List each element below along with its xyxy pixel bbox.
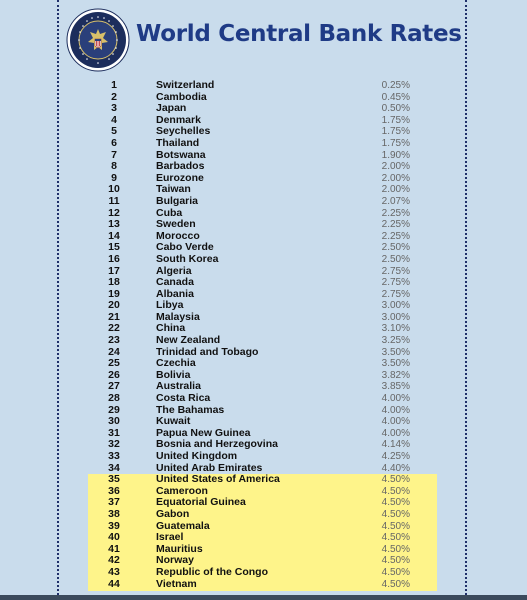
rank-cell: 35	[108, 473, 120, 486]
rank-cell: 10	[108, 183, 120, 196]
country-cell: Seychelles	[156, 125, 211, 138]
country-cell: Morocco	[156, 229, 200, 242]
country-cell: Thailand	[156, 136, 200, 149]
rate-cell: 2.25%	[381, 207, 410, 219]
rate-cell: 3.00%	[381, 311, 410, 323]
table-row	[0, 231, 527, 243]
table-row	[0, 208, 527, 220]
rate-cell: 4.40%	[381, 462, 410, 474]
country-cell: Japan	[156, 102, 187, 115]
table-row	[0, 173, 527, 185]
rate-cell: 2.25%	[381, 219, 410, 231]
country-cell: Costa Rica	[156, 392, 211, 405]
page-title: World Central Bank Rates	[136, 21, 462, 47]
country-cell: Algeria	[156, 264, 192, 277]
rate-cell: 4.50%	[381, 555, 410, 567]
rank-cell: 38	[108, 507, 120, 520]
table-row	[0, 150, 527, 162]
bottom-bar	[0, 595, 527, 600]
country-cell: Cabo Verde	[156, 241, 214, 254]
rate-cell: 2.50%	[381, 242, 410, 254]
table-row	[0, 370, 527, 382]
table-row	[0, 242, 527, 254]
country-cell: Gabon	[156, 507, 190, 520]
table-row	[0, 579, 527, 591]
rank-cell: 34	[108, 461, 120, 474]
country-cell: United States of America	[156, 473, 280, 486]
rate-cell: 2.25%	[381, 230, 410, 242]
rank-cell: 6	[111, 136, 117, 149]
rank-cell: 44	[108, 577, 120, 590]
table-row	[0, 474, 527, 486]
country-cell: Papua New Guinea	[156, 426, 251, 439]
table-row	[0, 416, 527, 428]
country-cell: Bosnia and Herzegovina	[156, 438, 278, 451]
table-row	[0, 405, 527, 417]
country-cell: New Zealand	[156, 334, 221, 347]
table-row	[0, 439, 527, 451]
rank-cell: 43	[108, 565, 120, 578]
rate-cell: 4.50%	[381, 474, 410, 486]
country-cell: Kuwait	[156, 415, 191, 428]
country-cell: Bolivia	[156, 368, 191, 381]
rate-cell: 4.00%	[381, 416, 410, 428]
table-row	[0, 497, 527, 509]
rank-cell: 4	[111, 113, 117, 126]
rank-cell: 32	[108, 438, 120, 451]
country-cell: Botswana	[156, 148, 206, 161]
country-cell: Guatemala	[156, 519, 210, 532]
rate-cell: 3.50%	[381, 346, 410, 358]
rate-cell: 4.50%	[381, 508, 410, 520]
rank-cell: 19	[108, 287, 120, 300]
rank-cell: 28	[108, 392, 120, 405]
country-cell: Taiwan	[156, 183, 191, 196]
rate-cell: 1.75%	[381, 137, 410, 149]
rate-cell: 1.90%	[381, 149, 410, 161]
presidential-seal-icon	[66, 8, 130, 72]
rate-cell: 3.50%	[381, 358, 410, 370]
country-cell: Cambodia	[156, 90, 207, 103]
table-row	[0, 451, 527, 463]
rank-cell: 41	[108, 542, 120, 555]
table-row	[0, 335, 527, 347]
rank-cell: 17	[108, 264, 120, 277]
rank-cell: 8	[111, 160, 117, 173]
country-cell: Republic of the Congo	[156, 565, 268, 578]
country-cell: Czechia	[156, 357, 196, 370]
country-cell: Switzerland	[156, 79, 215, 91]
table-row	[0, 544, 527, 556]
rate-cell: 2.50%	[381, 253, 410, 265]
rate-cell: 0.50%	[381, 103, 410, 115]
rate-cell: 4.00%	[381, 393, 410, 405]
rate-cell: 4.50%	[381, 543, 410, 555]
rate-cell: 2.75%	[381, 288, 410, 300]
table-row	[0, 103, 527, 115]
rate-cell: 4.50%	[381, 578, 410, 590]
country-cell: Norway	[156, 554, 194, 567]
rate-cell: 4.50%	[381, 520, 410, 532]
table-row	[0, 312, 527, 324]
table-row	[0, 277, 527, 289]
rank-cell: 29	[108, 403, 120, 416]
rank-cell: 18	[108, 276, 120, 289]
table-row	[0, 347, 527, 359]
rank-cell: 25	[108, 357, 120, 370]
rank-cell: 33	[108, 450, 120, 462]
country-cell: Cuba	[156, 206, 183, 219]
table-row	[0, 486, 527, 498]
rank-cell: 11	[108, 194, 120, 207]
table-row	[0, 300, 527, 312]
table-row	[0, 138, 527, 150]
table-row	[0, 80, 527, 92]
table-row	[0, 567, 527, 579]
rank-cell: 16	[108, 252, 120, 265]
rate-cell: 0.45%	[381, 91, 410, 103]
table-row	[0, 393, 527, 405]
table-row	[0, 323, 527, 335]
rank-cell: 42	[108, 554, 120, 567]
table-row	[0, 521, 527, 533]
rank-cell: 24	[108, 345, 120, 358]
rank-cell: 30	[108, 415, 120, 428]
rank-cell: 40	[108, 531, 120, 544]
table-row	[0, 184, 527, 196]
rate-cell: 2.00%	[381, 172, 410, 184]
rank-cell: 13	[108, 218, 120, 231]
rank-cell: 14	[108, 229, 120, 242]
table-row	[0, 509, 527, 521]
rate-cell: 3.82%	[381, 369, 410, 381]
country-cell: Libya	[156, 299, 184, 312]
table-row	[0, 219, 527, 231]
country-cell: Eurozone	[156, 171, 204, 184]
rate-cell: 4.14%	[381, 439, 410, 451]
rate-cell: 1.75%	[381, 114, 410, 126]
rank-cell: 20	[108, 299, 120, 312]
country-cell: Denmark	[156, 113, 201, 126]
country-cell: Mauritius	[156, 542, 203, 555]
rate-cell: 4.25%	[381, 451, 410, 462]
country-cell: China	[156, 322, 186, 335]
country-cell: Cameroon	[156, 484, 208, 497]
table-row	[0, 161, 527, 173]
table-row	[0, 381, 527, 393]
rate-cell: 2.75%	[381, 277, 410, 289]
rate-cell: 2.00%	[381, 161, 410, 173]
rate-cell: 3.85%	[381, 381, 410, 393]
rate-cell: 4.50%	[381, 532, 410, 544]
rank-cell: 21	[108, 310, 120, 323]
rank-cell: 1	[111, 79, 117, 91]
country-cell: Barbados	[156, 160, 205, 173]
country-cell: Equatorial Guinea	[156, 496, 246, 509]
country-cell: United Arab Emirates	[156, 461, 263, 474]
country-cell: Israel	[156, 531, 184, 544]
rank-cell: 37	[108, 496, 120, 509]
country-cell: Canada	[156, 276, 194, 289]
country-cell: South Korea	[156, 252, 219, 265]
rank-cell: 3	[111, 102, 117, 115]
rate-cell: 0.25%	[381, 80, 410, 91]
rate-cell: 3.10%	[381, 323, 410, 335]
rank-cell: 23	[108, 334, 120, 347]
rate-cell: 4.50%	[381, 566, 410, 578]
rank-cell: 2	[111, 90, 117, 103]
table-row	[0, 254, 527, 266]
table-row	[0, 289, 527, 301]
table-row	[0, 358, 527, 370]
rank-cell: 5	[111, 125, 117, 138]
rate-cell: 2.00%	[381, 184, 410, 196]
table-row	[0, 196, 527, 208]
country-cell: Vietnam	[156, 577, 197, 590]
rank-cell: 7	[111, 148, 117, 161]
table-row	[0, 126, 527, 138]
rate-cell: 3.25%	[381, 335, 410, 347]
rate-cell: 2.75%	[381, 265, 410, 277]
country-cell: Trinidad and Tobago	[156, 345, 259, 358]
rank-cell: 15	[108, 241, 120, 254]
rank-cell: 39	[108, 519, 120, 532]
country-cell: Albania	[156, 287, 194, 300]
rates-table	[0, 80, 527, 590]
country-cell: Malaysia	[156, 310, 200, 323]
rank-cell: 9	[111, 171, 117, 184]
country-cell: Sweden	[156, 218, 196, 231]
rank-cell: 12	[108, 206, 120, 219]
rank-cell: 26	[108, 368, 120, 381]
rank-cell: 22	[108, 322, 120, 335]
table-row	[0, 92, 527, 104]
table-row	[0, 115, 527, 127]
rank-cell: 31	[108, 426, 120, 439]
rate-cell: 4.50%	[381, 497, 410, 509]
country-cell: Bulgaria	[156, 194, 199, 207]
country-cell: United Kingdom	[156, 450, 238, 462]
rate-cell: 2.07%	[381, 195, 410, 207]
rank-cell: 36	[108, 484, 120, 497]
rank-cell: 27	[108, 380, 120, 393]
rate-cell: 3.00%	[381, 300, 410, 312]
country-cell: Australia	[156, 380, 201, 393]
rate-cell: 4.00%	[381, 404, 410, 416]
rate-cell: 4.00%	[381, 427, 410, 439]
rate-cell: 1.75%	[381, 126, 410, 138]
country-cell: The Bahamas	[156, 403, 225, 416]
table-row	[0, 266, 527, 278]
rate-cell: 4.50%	[381, 485, 410, 497]
table-row	[0, 532, 527, 544]
